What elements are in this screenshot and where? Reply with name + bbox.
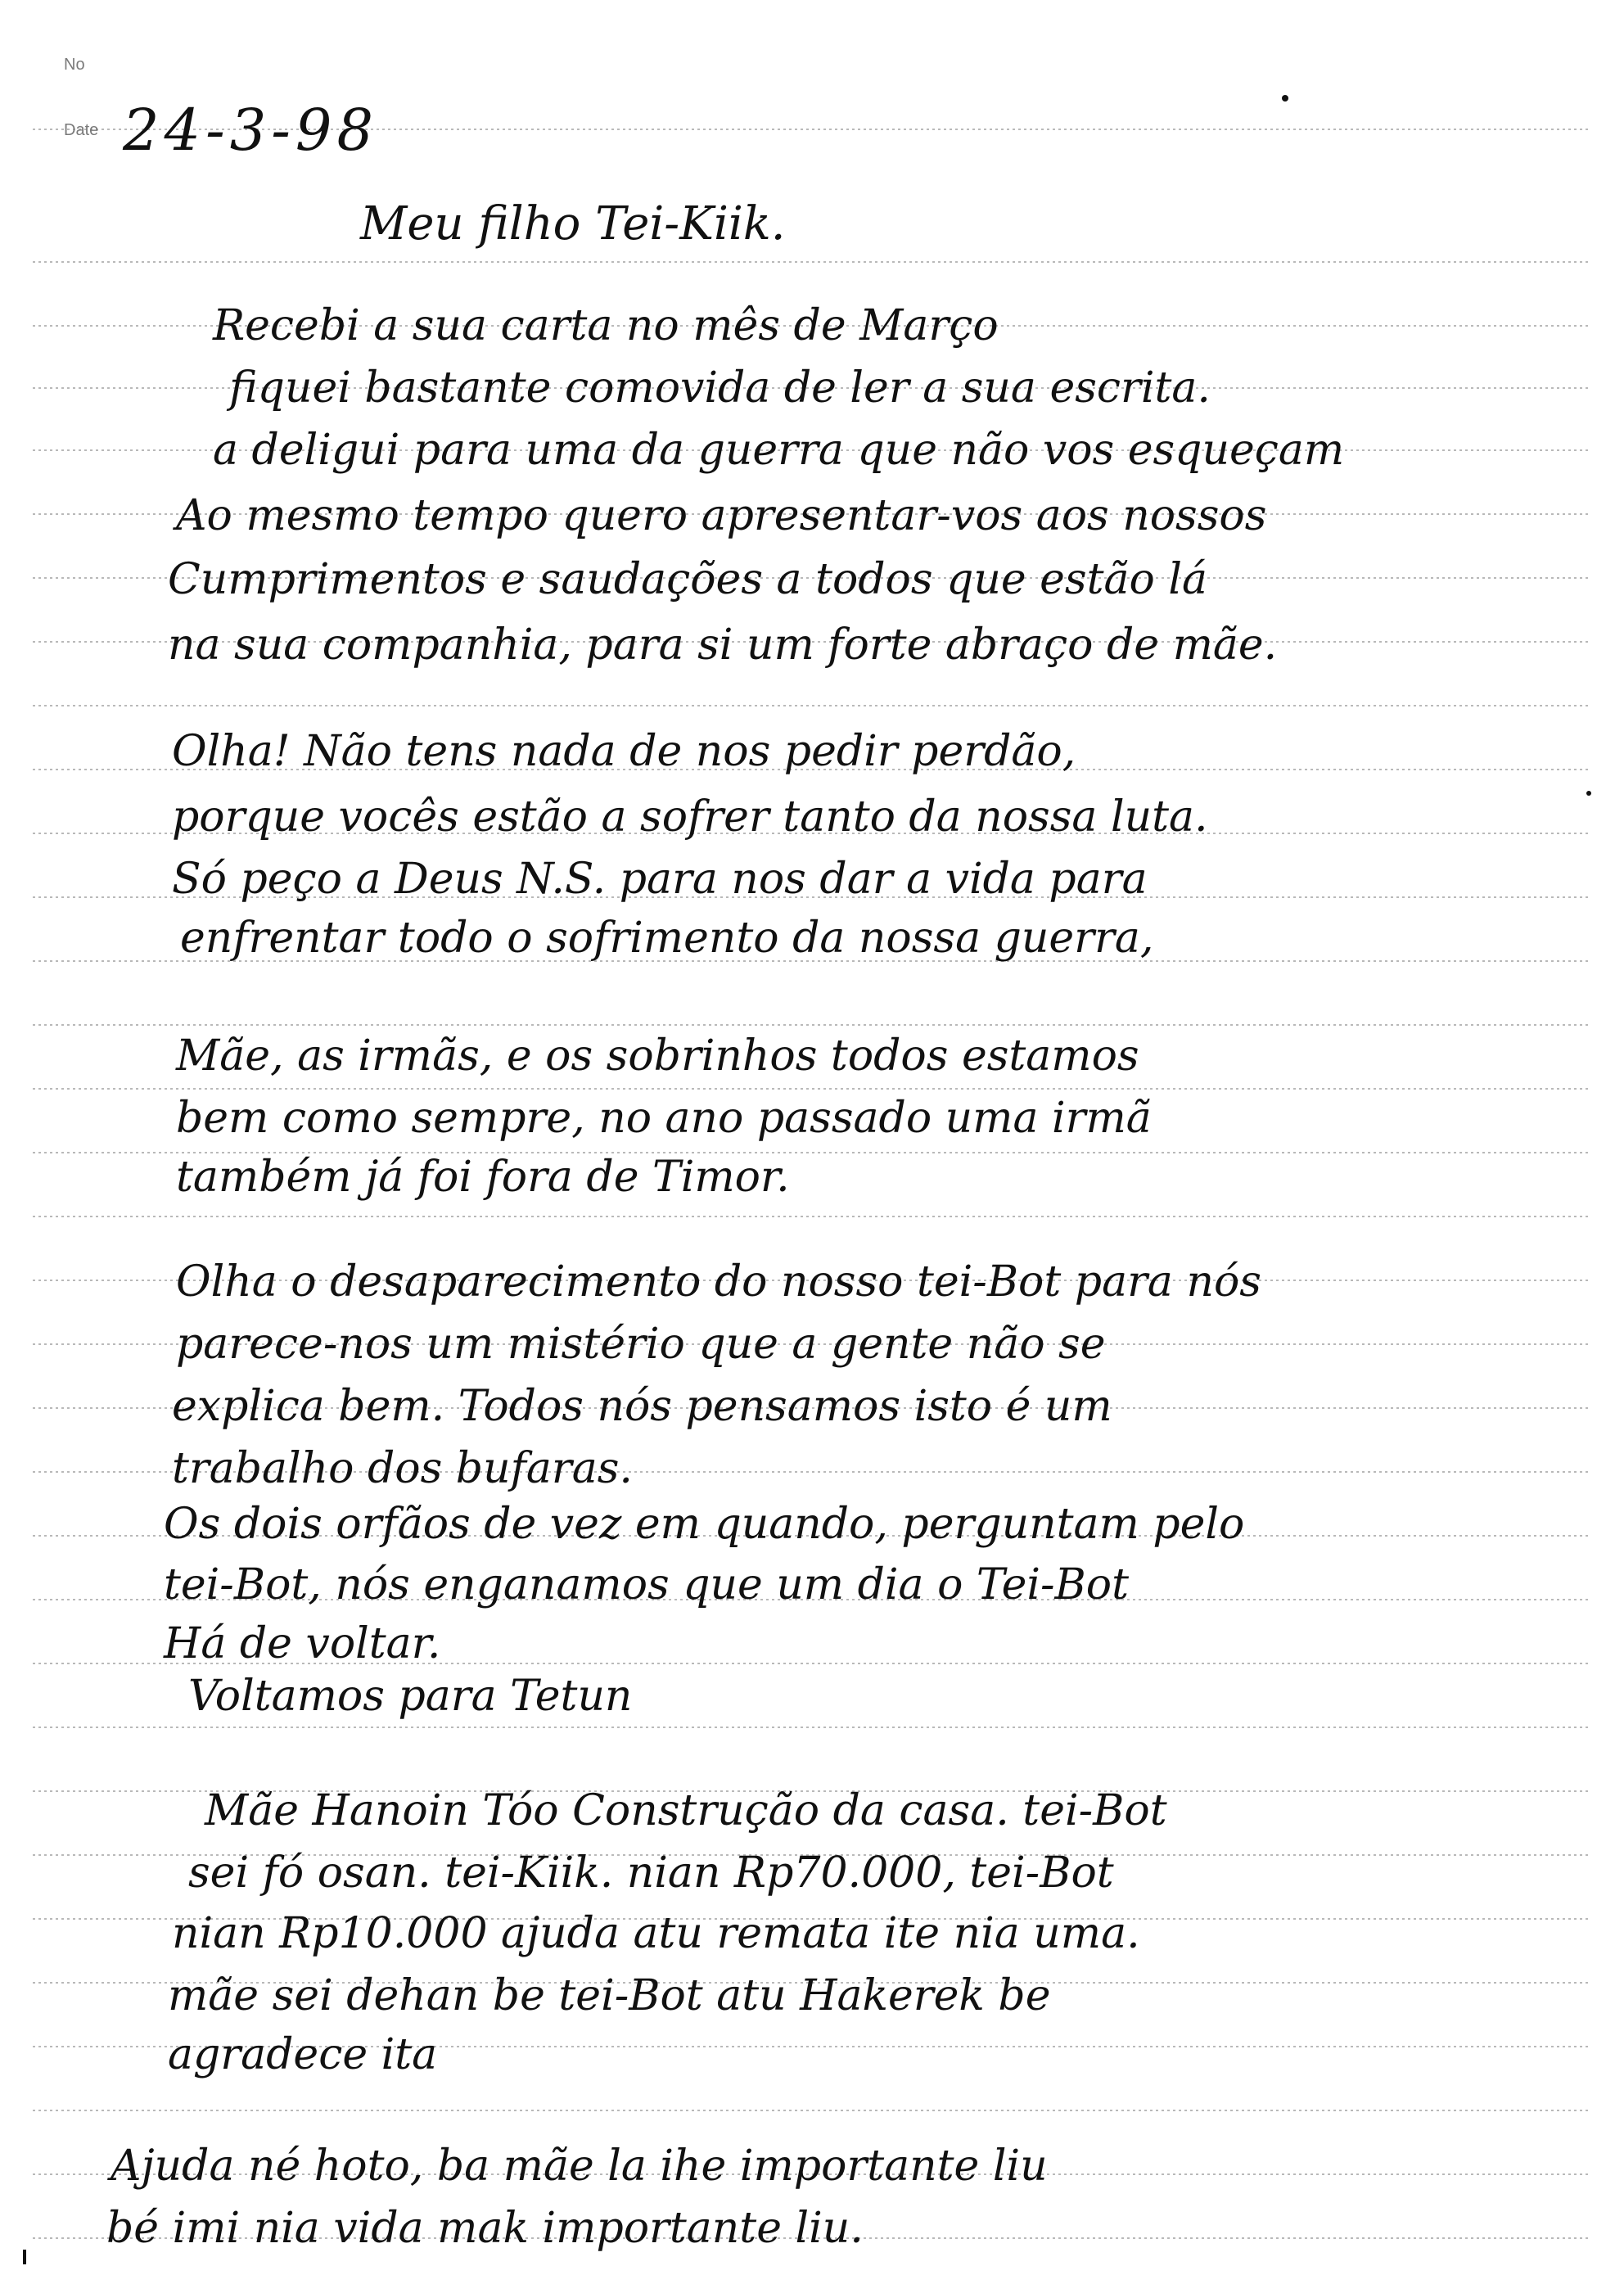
letter-line: na sua companhia, para si um forte abraço de mãe. — [168, 621, 1278, 670]
letter-line: a deligui para uma da guerra que não vos esqueçam — [213, 426, 1345, 475]
letter-line: Olha o desaparecimento do nosso tei-Bot para nós — [176, 1257, 1261, 1307]
letter-line: Os dois orfãos de vez em quando, perguntam pelo — [164, 1500, 1245, 1549]
letter-line: sei fó osan. tei-Kiik. nian Rp70.000, tei-Bot — [188, 1848, 1114, 1898]
ink-dot — [1282, 95, 1288, 102]
letter-line: Recebi a sua carta no mês de Março — [213, 301, 999, 350]
letter-line: bem como sempre, no ano passado uma irmã — [176, 1094, 1152, 1143]
page-edge-mark — [23, 2250, 26, 2264]
letter-line: agradece ita — [168, 2030, 438, 2079]
letter-line: tei-Bot, nós enganamos que um dia o Tei-Bot — [164, 1560, 1129, 1609]
letter-line: Ao mesmo tempo quero apresentar-vos aos nossos — [176, 491, 1267, 540]
letter-greeting: Meu filho Tei-Kiik. — [360, 197, 786, 251]
letter-line: Olha! Não tens nada de nos pedir perdão, — [172, 727, 1076, 776]
date-label: Date — [64, 121, 99, 139]
letter-line: Só peço a Deus N.S. para nos dar a vida para — [172, 855, 1148, 904]
letter-line: bé imi nia vida mak importante liu. — [106, 2204, 864, 2253]
letter-line: porque vocês estão a sofrer tanto da nossa luta. — [172, 792, 1208, 842]
date-value: 24-3-98 — [123, 97, 378, 164]
letter-line: parece-nos um mistério que a gente não se — [176, 1320, 1106, 1369]
letter-line: Há de voltar. — [164, 1619, 441, 1668]
letter-line: Voltamos para Tetun — [188, 1672, 633, 1721]
letter-line: Mãe, as irmãs, e os sobrinhos todos estamos — [176, 1031, 1139, 1081]
letter-line: nian Rp10.000 ajuda atu remata ite nia uma. — [172, 1909, 1140, 1958]
ink-dot — [1586, 791, 1591, 796]
letter-line: trabalho dos bufaras. — [172, 1444, 633, 1493]
letter-line: Cumprimentos e saudações a todos que estão lá — [168, 555, 1207, 604]
letter-line: enfrentar todo o sofrimento da nossa guerra, — [180, 914, 1154, 963]
letter-line: explica bem. Todos nós pensamos isto é um — [172, 1382, 1112, 1431]
letter-line: também já foi fora de Timor. — [176, 1153, 790, 1202]
letter-line: mãe sei dehan be tei-Bot atu Hakerek be — [168, 1971, 1051, 2020]
number-label: No — [64, 56, 85, 74]
letter-line: fiquei bastante comovida de ler a sua escrita. — [229, 363, 1211, 413]
letter-line: Ajuda né hoto, ba mãe la ihe importante liu — [111, 2142, 1048, 2191]
letter-line: Mãe Hanoin Tóo Construção da casa. tei-Bot — [205, 1786, 1167, 1835]
